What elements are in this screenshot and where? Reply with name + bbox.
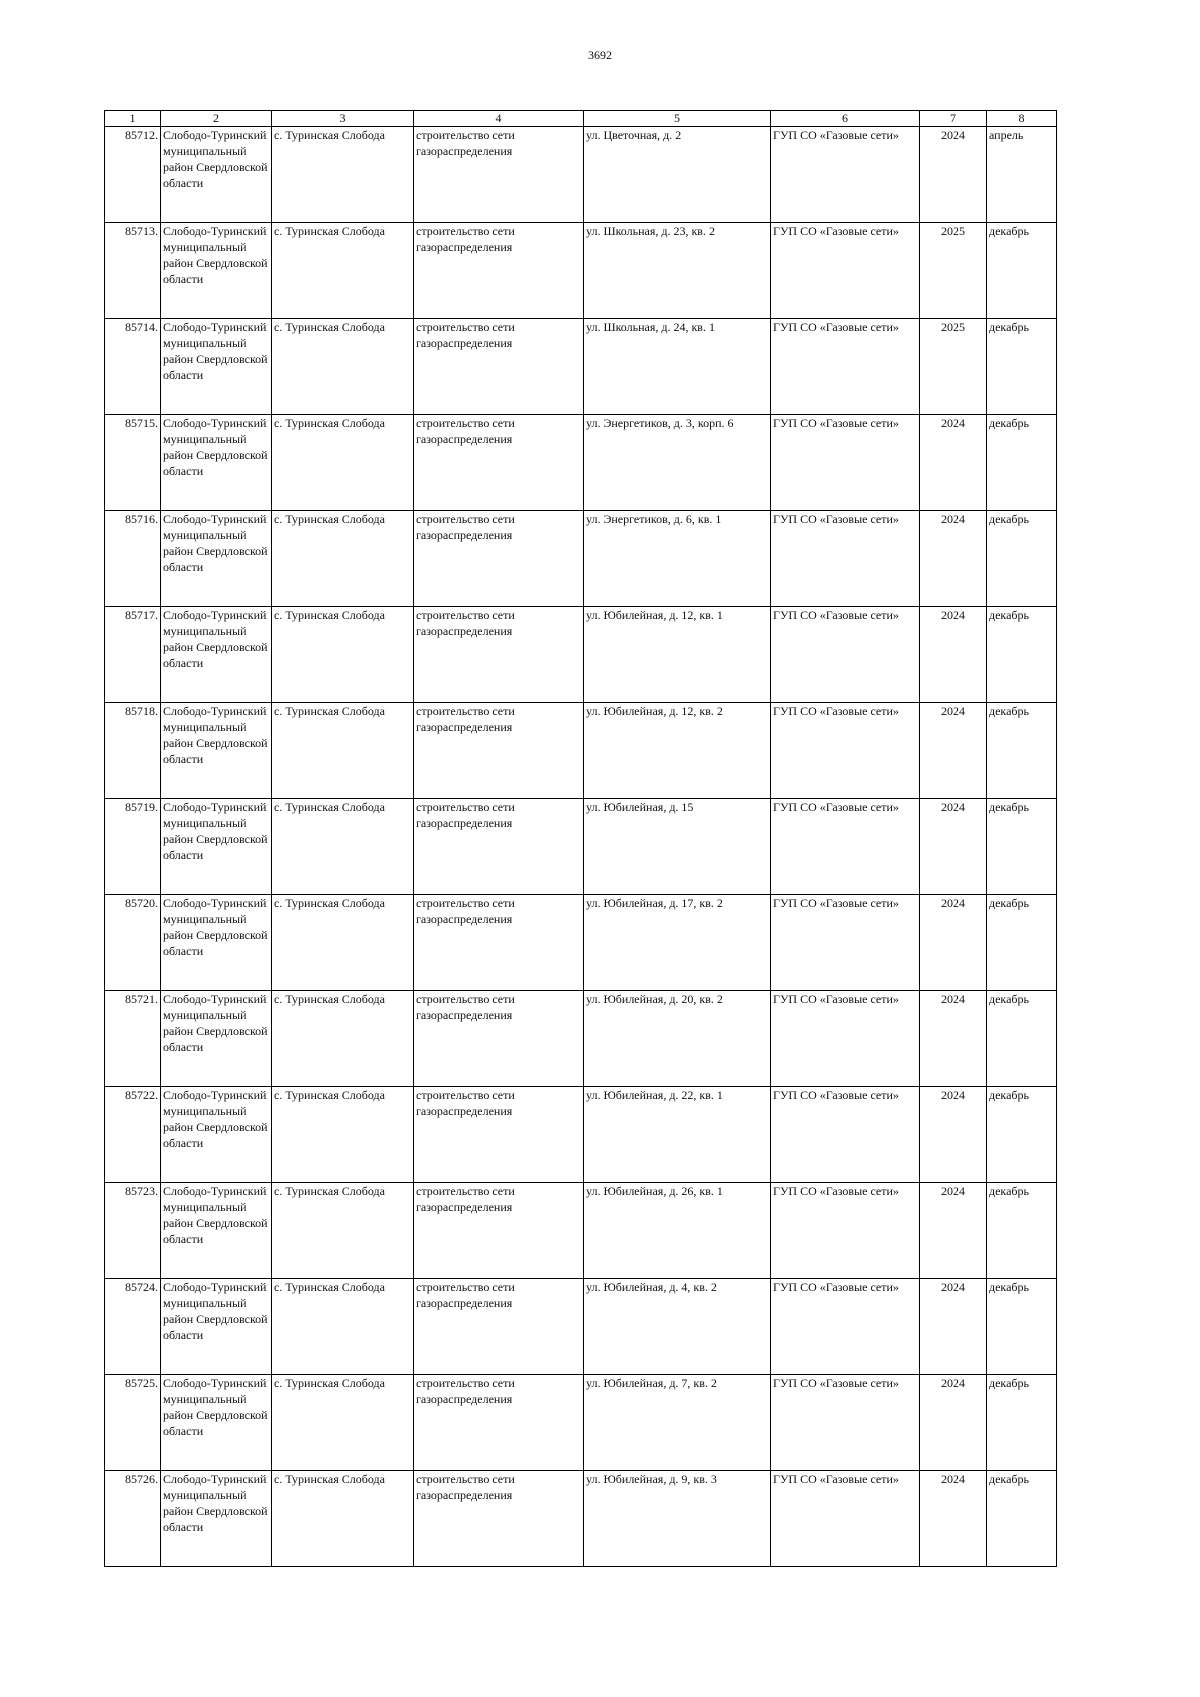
- work-type-cell: строительство сети газораспределения: [414, 799, 584, 895]
- month-cell: декабрь: [987, 1183, 1057, 1279]
- organization-cell: ГУП СО «Газовые сети»: [771, 1279, 920, 1375]
- district-cell: Слободо-Туринский муниципальный район Свердловской области: [161, 415, 272, 511]
- work-type-cell: строительство сети газораспределения: [414, 991, 584, 1087]
- work-type-cell: строительство сети газораспределения: [414, 1471, 584, 1567]
- district-cell: Слободо-Туринский муниципальный район Свердловской области: [161, 127, 272, 223]
- row-number-cell: 85713.: [105, 223, 161, 319]
- organization-cell: ГУП СО «Газовые сети»: [771, 415, 920, 511]
- table-body: [105, 127, 1057, 1567]
- row-number-cell: 85726.: [105, 1471, 161, 1567]
- settlement-cell: с. Туринская Слобода: [272, 991, 414, 1087]
- work-type-cell: строительство сети газораспределения: [414, 1087, 584, 1183]
- address-cell: ул. Юбилейная, д. 9, кв. 3: [584, 1471, 771, 1567]
- year-cell: 2024: [920, 895, 987, 991]
- settlement-cell: с. Туринская Слобода: [272, 127, 414, 223]
- district-cell: Слободо-Туринский муниципальный район Свердловской области: [161, 991, 272, 1087]
- table-row: [105, 1279, 1057, 1375]
- organization-cell: ГУП СО «Газовые сети»: [771, 799, 920, 895]
- organization-cell: ГУП СО «Газовые сети»: [771, 991, 920, 1087]
- month-cell: декабрь: [987, 223, 1057, 319]
- month-cell: декабрь: [987, 799, 1057, 895]
- work-type-cell: строительство сети газораспределения: [414, 319, 584, 415]
- settlement-cell: с. Туринская Слобода: [272, 1183, 414, 1279]
- row-number-cell: 85722.: [105, 1087, 161, 1183]
- year-cell: 2025: [920, 319, 987, 415]
- address-cell: ул. Школьная, д. 24, кв. 1: [584, 319, 771, 415]
- row-number-cell: 85716.: [105, 511, 161, 607]
- year-cell: 2025: [920, 223, 987, 319]
- table-row: [105, 1087, 1057, 1183]
- work-type-cell: строительство сети газораспределения: [414, 1375, 584, 1471]
- address-cell: ул. Юбилейная, д. 7, кв. 2: [584, 1375, 771, 1471]
- organization-cell: ГУП СО «Газовые сети»: [771, 1183, 920, 1279]
- organization-cell: ГУП СО «Газовые сети»: [771, 127, 920, 223]
- settlement-cell: с. Туринская Слобода: [272, 607, 414, 703]
- table-row: [105, 703, 1057, 799]
- column-header: 8: [987, 111, 1057, 127]
- table-row: [105, 1471, 1057, 1567]
- settlement-cell: с. Туринская Слобода: [272, 319, 414, 415]
- month-cell: декабрь: [987, 1375, 1057, 1471]
- settlement-cell: с. Туринская Слобода: [272, 1279, 414, 1375]
- organization-cell: ГУП СО «Газовые сети»: [771, 511, 920, 607]
- settlement-cell: с. Туринская Слобода: [272, 799, 414, 895]
- address-cell: ул. Школьная, д. 23, кв. 2: [584, 223, 771, 319]
- page-number: 3692: [588, 48, 612, 62]
- district-cell: Слободо-Туринский муниципальный район Свердловской области: [161, 1375, 272, 1471]
- row-number-cell: 85721.: [105, 991, 161, 1087]
- year-cell: 2024: [920, 991, 987, 1087]
- address-cell: ул. Энергетиков, д. 3, корп. 6: [584, 415, 771, 511]
- address-cell: ул. Юбилейная, д. 15: [584, 799, 771, 895]
- address-cell: ул. Юбилейная, д. 26, кв. 1: [584, 1183, 771, 1279]
- column-number-row: [105, 111, 1057, 127]
- row-number-cell: 85720.: [105, 895, 161, 991]
- settlement-cell: с. Туринская Слобода: [272, 1471, 414, 1567]
- column-header: 7: [920, 111, 987, 127]
- table-header: [105, 111, 1057, 127]
- work-type-cell: строительство сети газораспределения: [414, 703, 584, 799]
- address-cell: ул. Энергетиков, д. 6, кв. 1: [584, 511, 771, 607]
- month-cell: декабрь: [987, 415, 1057, 511]
- month-cell: декабрь: [987, 319, 1057, 415]
- year-cell: 2024: [920, 607, 987, 703]
- row-number-cell: 85723.: [105, 1183, 161, 1279]
- year-cell: 2024: [920, 1279, 987, 1375]
- district-cell: Слободо-Туринский муниципальный район Свердловской области: [161, 607, 272, 703]
- district-cell: Слободо-Туринский муниципальный район Свердловской области: [161, 223, 272, 319]
- table-row: [105, 223, 1057, 319]
- row-number-cell: 85724.: [105, 1279, 161, 1375]
- month-cell: декабрь: [987, 607, 1057, 703]
- work-type-cell: строительство сети газораспределения: [414, 895, 584, 991]
- address-cell: ул. Юбилейная, д. 17, кв. 2: [584, 895, 771, 991]
- work-type-cell: строительство сети газораспределения: [414, 1183, 584, 1279]
- year-cell: 2024: [920, 127, 987, 223]
- district-cell: Слободо-Туринский муниципальный район Свердловской области: [161, 895, 272, 991]
- month-cell: апрель: [987, 127, 1057, 223]
- work-type-cell: строительство сети газораспределения: [414, 127, 584, 223]
- district-cell: Слободо-Туринский муниципальный район Свердловской области: [161, 703, 272, 799]
- organization-cell: ГУП СО «Газовые сети»: [771, 1087, 920, 1183]
- address-cell: ул. Цветочная, д. 2: [584, 127, 771, 223]
- table-row: [105, 127, 1057, 223]
- month-cell: декабрь: [987, 1471, 1057, 1567]
- row-number-cell: 85715.: [105, 415, 161, 511]
- year-cell: 2024: [920, 1471, 987, 1567]
- settlement-cell: с. Туринская Слобода: [272, 1087, 414, 1183]
- organization-cell: ГУП СО «Газовые сети»: [771, 1375, 920, 1471]
- table-row: [105, 895, 1057, 991]
- address-cell: ул. Юбилейная, д. 20, кв. 2: [584, 991, 771, 1087]
- address-cell: ул. Юбилейная, д. 4, кв. 2: [584, 1279, 771, 1375]
- organization-cell: ГУП СО «Газовые сети»: [771, 1471, 920, 1567]
- year-cell: 2024: [920, 1375, 987, 1471]
- month-cell: декабрь: [987, 991, 1057, 1087]
- column-header: 3: [272, 111, 414, 127]
- row-number-cell: 85718.: [105, 703, 161, 799]
- district-cell: Слободо-Туринский муниципальный район Свердловской области: [161, 1279, 272, 1375]
- organization-cell: ГУП СО «Газовые сети»: [771, 703, 920, 799]
- district-cell: Слободо-Туринский муниципальный район Свердловской области: [161, 1471, 272, 1567]
- work-type-cell: строительство сети газораспределения: [414, 223, 584, 319]
- column-header: 2: [161, 111, 272, 127]
- work-type-cell: строительство сети газораспределения: [414, 511, 584, 607]
- district-cell: Слободо-Туринский муниципальный район Свердловской области: [161, 511, 272, 607]
- month-cell: декабрь: [987, 703, 1057, 799]
- table-row: [105, 1183, 1057, 1279]
- month-cell: декабрь: [987, 895, 1057, 991]
- settlement-cell: с. Туринская Слобода: [272, 895, 414, 991]
- table-row: [105, 991, 1057, 1087]
- month-cell: декабрь: [987, 511, 1057, 607]
- settlement-cell: с. Туринская Слобода: [272, 511, 414, 607]
- organization-cell: ГУП СО «Газовые сети»: [771, 223, 920, 319]
- address-cell: ул. Юбилейная, д. 12, кв. 1: [584, 607, 771, 703]
- column-header: 4: [414, 111, 584, 127]
- row-number-cell: 85714.: [105, 319, 161, 415]
- month-cell: декабрь: [987, 1279, 1057, 1375]
- district-cell: Слободо-Туринский муниципальный район Свердловской области: [161, 1183, 272, 1279]
- settlement-cell: с. Туринская Слобода: [272, 415, 414, 511]
- row-number-cell: 85719.: [105, 799, 161, 895]
- month-cell: декабрь: [987, 1087, 1057, 1183]
- table-row: [105, 319, 1057, 415]
- table-row: [105, 415, 1057, 511]
- column-header: 5: [584, 111, 771, 127]
- table-row: [105, 511, 1057, 607]
- work-type-cell: строительство сети газораспределения: [414, 415, 584, 511]
- year-cell: 2024: [920, 1183, 987, 1279]
- year-cell: 2024: [920, 1087, 987, 1183]
- settlement-cell: с. Туринская Слобода: [272, 703, 414, 799]
- column-header: 1: [105, 111, 161, 127]
- row-number-cell: 85712.: [105, 127, 161, 223]
- district-cell: Слободо-Туринский муниципальный район Свердловской области: [161, 319, 272, 415]
- organization-cell: ГУП СО «Газовые сети»: [771, 895, 920, 991]
- registry-table: [104, 110, 1057, 1567]
- settlement-cell: с. Туринская Слобода: [272, 223, 414, 319]
- organization-cell: ГУП СО «Газовые сети»: [771, 319, 920, 415]
- row-number-cell: 85725.: [105, 1375, 161, 1471]
- table-row: [105, 607, 1057, 703]
- year-cell: 2024: [920, 415, 987, 511]
- address-cell: ул. Юбилейная, д. 12, кв. 2: [584, 703, 771, 799]
- year-cell: 2024: [920, 511, 987, 607]
- year-cell: 2024: [920, 703, 987, 799]
- district-cell: Слободо-Туринский муниципальный район Свердловской области: [161, 1087, 272, 1183]
- table-row: [105, 799, 1057, 895]
- work-type-cell: строительство сети газораспределения: [414, 607, 584, 703]
- settlement-cell: с. Туринская Слобода: [272, 1375, 414, 1471]
- address-cell: ул. Юбилейная, д. 22, кв. 1: [584, 1087, 771, 1183]
- column-header: 6: [771, 111, 920, 127]
- work-type-cell: строительство сети газораспределения: [414, 1279, 584, 1375]
- year-cell: 2024: [920, 799, 987, 895]
- district-cell: Слободо-Туринский муниципальный район Свердловской области: [161, 799, 272, 895]
- row-number-cell: 85717.: [105, 607, 161, 703]
- organization-cell: ГУП СО «Газовые сети»: [771, 607, 920, 703]
- table-row: [105, 1375, 1057, 1471]
